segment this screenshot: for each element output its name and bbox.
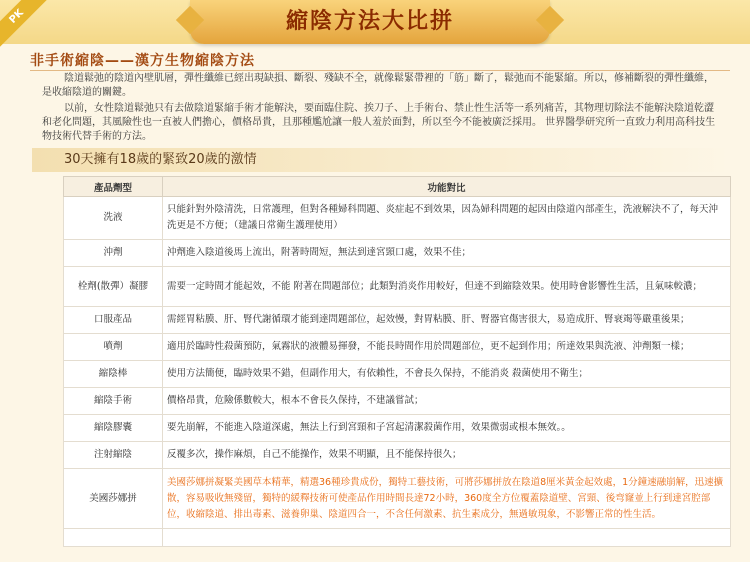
empty-cell	[163, 529, 731, 547]
title-banner	[190, 0, 550, 44]
row-product-name: 縮陰棒	[64, 361, 163, 388]
row-function-desc: 價格昂貴，危險係數較大，根本不會長久保持，不建議嘗試；	[163, 388, 731, 415]
table-row-empty	[64, 529, 731, 547]
section-title: 非手術縮陰——漢方生物縮陰方法	[30, 53, 255, 69]
table-header-product: 產品劑型	[64, 177, 163, 197]
table-row	[64, 442, 731, 469]
table-header-function: 功能對比	[163, 177, 731, 197]
table-row-highlight	[64, 469, 731, 529]
row-function-desc: 美國莎娜拼凝緊美國草本精華，精選36種珍貴成份，獨特工藝技術，可將莎娜拼放在陰道8厘米黃金起效處，1分鐘速融崩解，迅速擴散，容易吸收無殘留，獨特的緩釋技術可使產品作用時間長達72小時，360度全方位覆蓋陰道壁、宮頸、後弯窿並上行到達宮腔部位，收縮陰道、排出毒素、滋養卵巢、陰道四合一，不含任何激素、抗生素成分，無過敏現象，不影響正常的性生活。	[163, 469, 731, 529]
row-function-desc: 使用方法簡便，臨時效果不錯，但副作用大，有依賴性，不會長久保持，不能消炎 殺菌使用不衛生；	[163, 361, 731, 388]
table-row	[64, 267, 731, 307]
table-row	[64, 240, 731, 267]
row-function-desc: 需要一定時間才能起效，不能 附著在問題部位；此類對消炎作用較好，但達不到縮陰效果。使用時會影響性生活，且氣味較濃；	[163, 267, 731, 307]
row-function-desc: 沖劑進入陰道後馬上流出，附著時間短，無法到達宮頸口處，效果不佳；	[163, 240, 731, 267]
row-product-name: 噴劑	[64, 334, 163, 361]
row-product-name: 沖劑	[64, 240, 163, 267]
top-bar	[0, 0, 750, 44]
intro-paragraph-2: 以前，女性陰道鬆弛只有去做陰道緊縮手術才能解決，要面臨住院、挨刀子、上手術台、禁止性生活等一系列痛苦，其物理切除法不能解決陰道乾澀和老化問題，其風險性也一直被人們擔心，價格昂貴，且那種尷尬讓一般人羞於面對，所以至今不能被廣泛採用。 世界醫學研究所一直致力利用高科技生物技術代替手術的方法。	[42, 103, 716, 142]
comparison-table	[63, 176, 731, 547]
section-divider	[30, 70, 730, 71]
row-function-desc: 反覆多次，操作麻煩，自己不能操作，效果不明顯，且不能保持很久；	[163, 442, 731, 469]
row-function-desc: 適用於臨時性殺菌預防，氣霧狀的液體易揮發，不能長時間作用於問題部位，更不起到作用；所達效果與洗液、沖劑類一樣；	[163, 334, 731, 361]
row-function-desc: 只能針對外陰清洗，日常護理，但對各種婦科問題、炎症起不到效果，因為婦科問題的起因由陰道內部產生，洗液解決不了，每天沖洗更是不方便；（建議日常衛生護理使用）	[163, 197, 731, 240]
table-row	[64, 415, 731, 442]
row-product-name: 栓劑(散彈）凝膠	[64, 267, 163, 307]
table-row	[64, 197, 731, 240]
row-function-desc: 需經胃粘膜、肝、腎代謝循環才能到達問題部位，起效慢，對胃粘膜、肝、腎器官傷害很大，易造成肝、腎衰竭等嚴重後果；	[163, 307, 731, 334]
row-product-name: 縮陰手術	[64, 388, 163, 415]
row-product-name: 注射縮陰	[64, 442, 163, 469]
table-row	[64, 361, 731, 388]
table-row	[64, 307, 731, 334]
intro-paragraph-1: 陰道鬆弛的陰道內壁肌層，彈性纖維已經出現缺損、斷裂、殘缺不全，就像鬆緊帶裡的「筋」斷了，鬆弛而不能緊縮。所以，修補斷裂的彈性纖維，是收縮陰道的關鍵。	[42, 73, 714, 98]
empty-cell	[64, 529, 163, 547]
row-product-name: 口服產品	[64, 307, 163, 334]
row-function-desc: 要先崩解，不能進入陰道深處，無法上行到宮頸和子宮起清潔殺菌作用，效果微弱或根本無效。。	[163, 415, 731, 442]
row-product-name: 洗液	[64, 197, 163, 240]
row-product-name: 美國莎娜拼	[64, 469, 163, 529]
pk-corner-badge: PK	[0, 0, 55, 55]
table-row	[64, 388, 731, 415]
sub-heading-text: 30天擁有18歲的緊致20歲的激情	[64, 152, 257, 167]
table-row	[64, 334, 731, 361]
sub-heading	[32, 148, 732, 172]
row-product-name: 縮陰膠囊	[64, 415, 163, 442]
page-title: 縮陰方法大比拼	[285, 9, 454, 34]
